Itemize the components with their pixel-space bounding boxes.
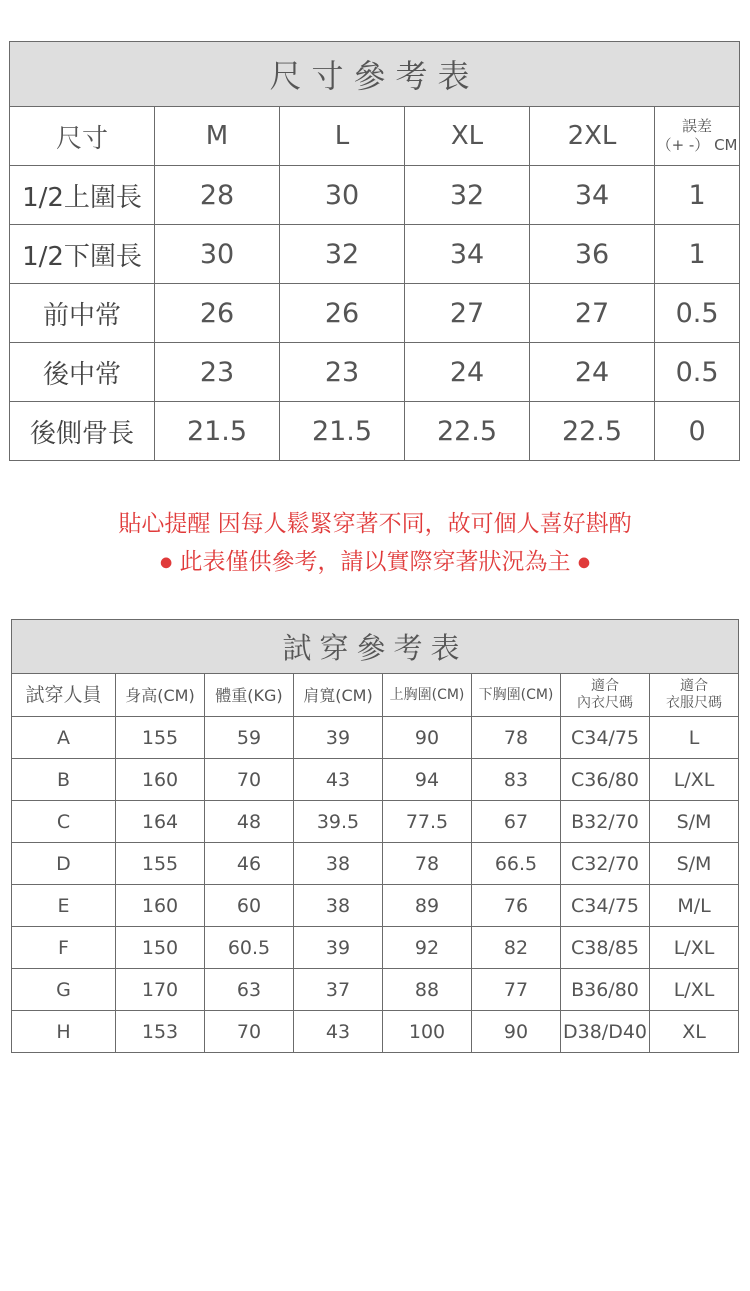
fit-table-row: [12, 927, 739, 969]
size-cell: 36: [530, 225, 655, 284]
size-header-l: L: [280, 107, 405, 166]
fit-cell-clothes: L: [650, 717, 739, 759]
size-cell: 22.5: [530, 402, 655, 461]
size-cell: 24: [530, 343, 655, 402]
size-cell: 27: [530, 284, 655, 343]
size-cell: 0: [655, 402, 740, 461]
size-cell: 0.5: [655, 284, 740, 343]
fit-header-clothes-size: [650, 674, 739, 717]
fit-table-row: [12, 759, 739, 801]
bra-header-line2: 內衣尺碼: [577, 695, 633, 711]
fit-cell-shoulder: 39: [294, 927, 383, 969]
size-cell: 1: [655, 225, 740, 284]
fit-cell-weight: 59: [205, 717, 294, 759]
size-header-label: 尺寸: [10, 107, 155, 166]
fit-cell-shoulder: 38: [294, 885, 383, 927]
fit-cell-person: F: [12, 927, 116, 969]
fit-cell-upper-bust: 92: [383, 927, 472, 969]
fit-cell-height: 153: [116, 1011, 205, 1053]
size-row-label: 後側骨長: [10, 402, 155, 461]
fit-cell-clothes: XL: [650, 1011, 739, 1053]
size-cell: 32: [405, 166, 530, 225]
fit-header-upper-bust: 上胸圍(CM): [383, 674, 472, 717]
size-cell: 30: [155, 225, 280, 284]
fit-header-person: 試穿人員: [12, 674, 116, 717]
fit-cell-height: 155: [116, 717, 205, 759]
clothes-header-line1: 適合: [680, 678, 708, 694]
fit-cell-shoulder: 39.5: [294, 801, 383, 843]
bullet-dot-icon: ●: [577, 554, 591, 571]
size-cell: 21.5: [280, 402, 405, 461]
size-cell: 0.5: [655, 343, 740, 402]
size-cell: 24: [405, 343, 530, 402]
fit-cell-under-bust: 83: [472, 759, 561, 801]
size-row-label: 1/2上圍長: [10, 166, 155, 225]
fit-cell-height: 164: [116, 801, 205, 843]
fit-cell-weight: 48: [205, 801, 294, 843]
fit-cell-height: 170: [116, 969, 205, 1011]
fit-cell-upper-bust: 100: [383, 1011, 472, 1053]
bullet-dot-icon: ●: [159, 554, 173, 571]
fit-cell-person: D: [12, 843, 116, 885]
size-cell: 22.5: [405, 402, 530, 461]
fit-cell-upper-bust: 89: [383, 885, 472, 927]
size-header-tolerance: [655, 107, 740, 166]
size-cell: 26: [155, 284, 280, 343]
fit-cell-shoulder: 39: [294, 717, 383, 759]
size-table-row: [10, 402, 740, 461]
fit-cell-under-bust: 78: [472, 717, 561, 759]
size-row-label: 1/2下圍長: [10, 225, 155, 284]
fit-cell-weight: 63: [205, 969, 294, 1011]
fit-cell-person: G: [12, 969, 116, 1011]
size-cell: 23: [155, 343, 280, 402]
size-table-row: [10, 284, 740, 343]
fit-cell-bra: C38/85: [561, 927, 650, 969]
fit-cell-upper-bust: 78: [383, 843, 472, 885]
size-cell: 28: [155, 166, 280, 225]
tolerance-line2: （+ -） CM: [656, 136, 738, 154]
fit-cell-shoulder: 43: [294, 759, 383, 801]
fit-cell-upper-bust: 77.5: [383, 801, 472, 843]
fit-cell-clothes: S/M: [650, 843, 739, 885]
size-cell: 26: [280, 284, 405, 343]
fit-cell-bra: C32/70: [561, 843, 650, 885]
fit-cell-clothes: M/L: [650, 885, 739, 927]
fit-header-height: 身高(CM): [116, 674, 205, 717]
fit-cell-under-bust: 66.5: [472, 843, 561, 885]
fit-cell-bra: C34/75: [561, 885, 650, 927]
fit-cell-under-bust: 76: [472, 885, 561, 927]
fit-table-row: [12, 717, 739, 759]
fit-cell-shoulder: 37: [294, 969, 383, 1011]
fit-cell-bra: C34/75: [561, 717, 650, 759]
notice: [0, 505, 750, 582]
size-cell: 34: [530, 166, 655, 225]
size-reference-table: [9, 41, 740, 461]
fit-cell-weight: 60: [205, 885, 294, 927]
fit-table-row: [12, 885, 739, 927]
fit-cell-shoulder: 38: [294, 843, 383, 885]
fit-cell-person: E: [12, 885, 116, 927]
fit-cell-clothes: L/XL: [650, 927, 739, 969]
fit-cell-weight: 70: [205, 1011, 294, 1053]
fit-table-title: 試穿參考表: [12, 620, 739, 674]
fit-cell-bra: B32/70: [561, 801, 650, 843]
size-cell: 32: [280, 225, 405, 284]
size-cell: 1: [655, 166, 740, 225]
fit-table-row: [12, 969, 739, 1011]
fit-cell-bra: B36/80: [561, 969, 650, 1011]
fit-cell-height: 160: [116, 759, 205, 801]
size-header-m: M: [155, 107, 280, 166]
clothes-header-line2: 衣服尺碼: [666, 695, 722, 711]
bra-header-line1: 適合: [591, 678, 619, 694]
fit-cell-person: C: [12, 801, 116, 843]
fit-header-bra-size: [561, 674, 650, 717]
size-table-row: [10, 225, 740, 284]
fit-cell-clothes: S/M: [650, 801, 739, 843]
size-row-label: 前中常: [10, 284, 155, 343]
fit-header-under-bust: 下胸圍(CM): [472, 674, 561, 717]
fit-cell-clothes: L/XL: [650, 759, 739, 801]
fit-table-row: [12, 801, 739, 843]
fit-cell-person: A: [12, 717, 116, 759]
size-cell: 21.5: [155, 402, 280, 461]
fit-cell-clothes: L/XL: [650, 969, 739, 1011]
fit-cell-under-bust: 77: [472, 969, 561, 1011]
notice-line2: 此表僅供參考，請以實際穿著狀況為主: [179, 549, 571, 575]
fit-table-row: [12, 843, 739, 885]
fit-cell-shoulder: 43: [294, 1011, 383, 1053]
notice-line1: 貼心提醒 因每人鬆緊穿著不同，故可個人喜好斟酌: [118, 511, 632, 537]
size-table-row: [10, 166, 740, 225]
fit-cell-upper-bust: 94: [383, 759, 472, 801]
fit-cell-person: B: [12, 759, 116, 801]
fit-cell-under-bust: 90: [472, 1011, 561, 1053]
fitting-reference-table: [11, 619, 739, 1053]
fit-cell-upper-bust: 88: [383, 969, 472, 1011]
size-table-row: [10, 343, 740, 402]
fit-cell-height: 155: [116, 843, 205, 885]
fit-cell-weight: 60.5: [205, 927, 294, 969]
fit-cell-person: H: [12, 1011, 116, 1053]
size-cell: 23: [280, 343, 405, 402]
size-row-label: 後中常: [10, 343, 155, 402]
fit-cell-weight: 46: [205, 843, 294, 885]
size-header-xl: XL: [405, 107, 530, 166]
size-cell: 30: [280, 166, 405, 225]
fit-header-weight: 體重(KG): [205, 674, 294, 717]
tolerance-line1: 誤差: [682, 117, 713, 135]
size-cell: 27: [405, 284, 530, 343]
size-cell: 34: [405, 225, 530, 284]
fit-cell-height: 160: [116, 885, 205, 927]
notice-line2-wrap: [0, 543, 750, 582]
fit-cell-under-bust: 67: [472, 801, 561, 843]
fit-cell-under-bust: 82: [472, 927, 561, 969]
fit-cell-weight: 70: [205, 759, 294, 801]
fit-cell-height: 150: [116, 927, 205, 969]
fit-cell-bra: C36/80: [561, 759, 650, 801]
size-table-title: 尺寸參考表: [10, 42, 740, 107]
fit-cell-bra: D38/D40: [561, 1011, 650, 1053]
fit-header-shoulder: 肩寬(CM): [294, 674, 383, 717]
fit-cell-upper-bust: 90: [383, 717, 472, 759]
size-header-2xl: 2XL: [530, 107, 655, 166]
fit-table-row: [12, 1011, 739, 1053]
